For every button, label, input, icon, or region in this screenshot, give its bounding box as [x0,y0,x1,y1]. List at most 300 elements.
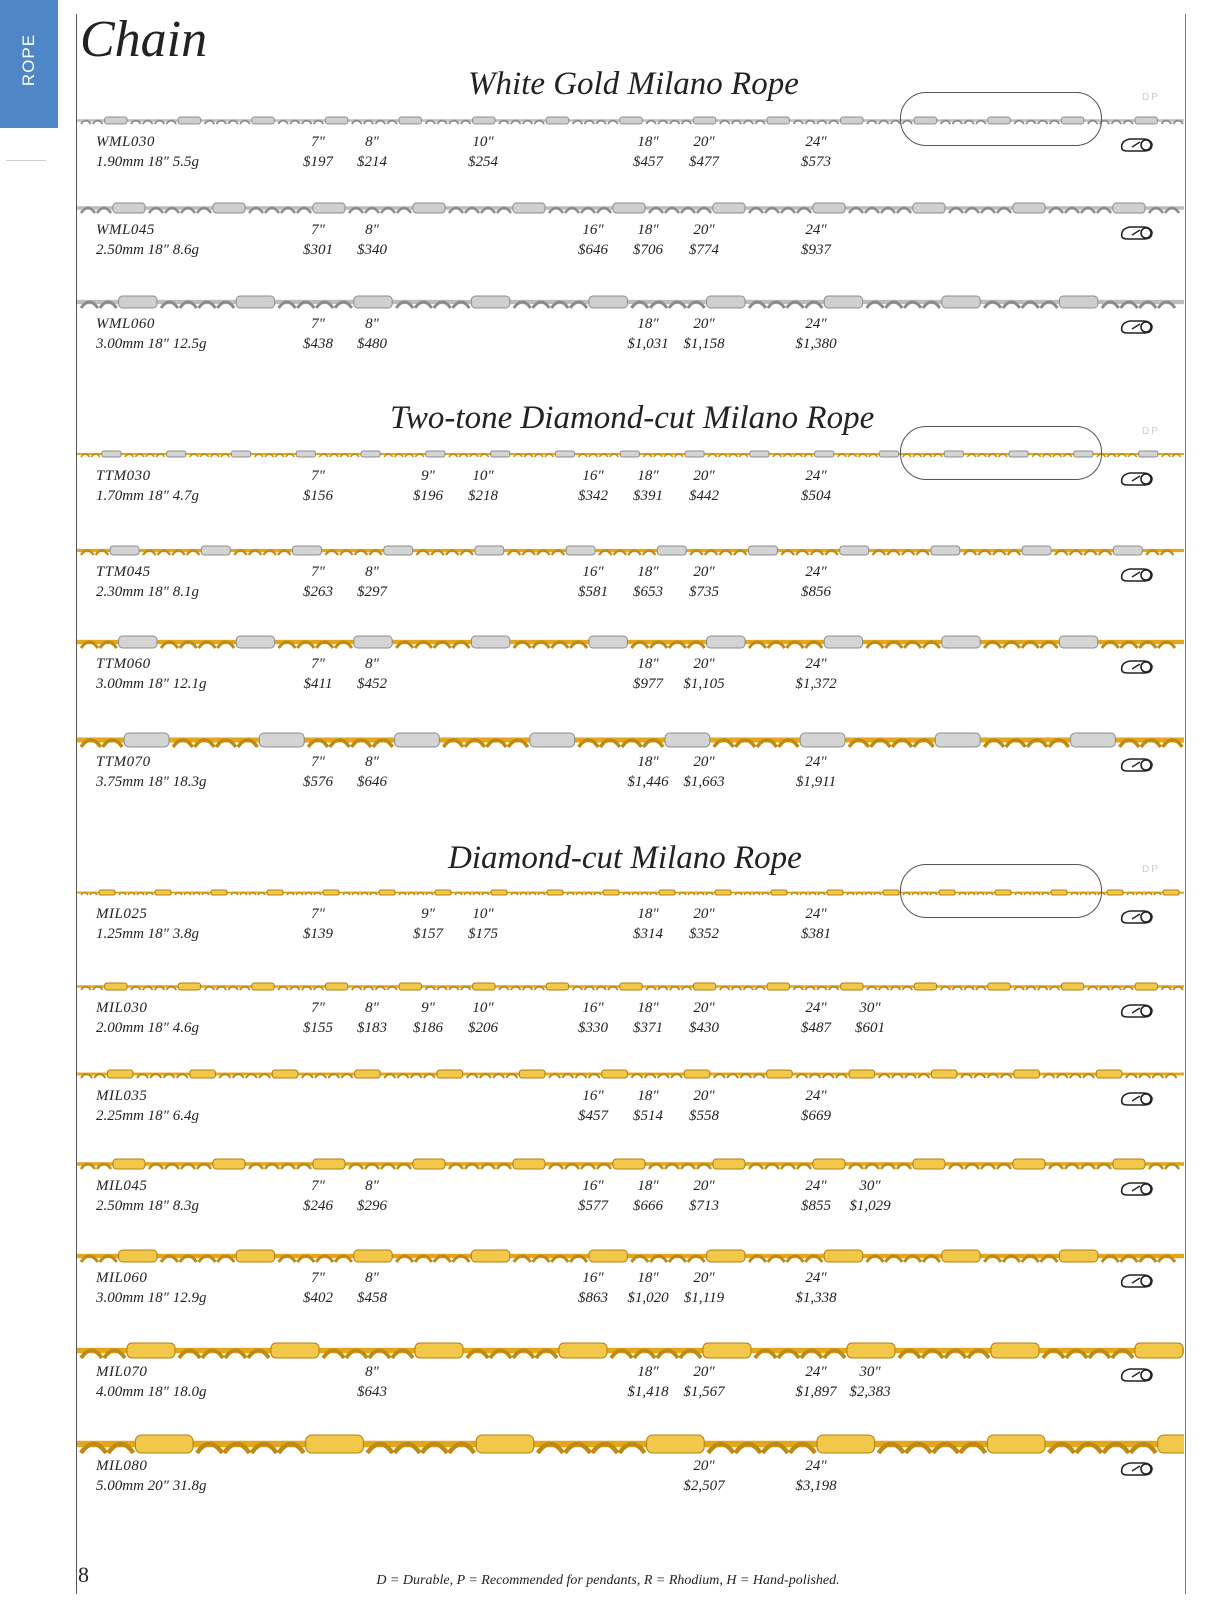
tab-divider [6,160,46,161]
chain-bar-link [824,296,862,308]
chain-bar-link [107,1070,133,1078]
length-label: 20" [693,1458,715,1474]
chain-twist [511,892,518,895]
length-label: 8" [365,1000,379,1016]
chain-bar-link [931,546,960,555]
price-value: $863 [578,1290,608,1306]
chain-twist [874,892,881,895]
price-value: $855 [801,1198,831,1214]
chain-twist [594,892,601,895]
lobster-clasp-icon [1118,1458,1160,1480]
price-value: $1,029 [849,1198,891,1214]
chain-bar-link [942,296,980,308]
chain-bar-link [155,890,171,895]
product-spec: 1.70mm 18" 4.7g [96,488,199,504]
product-spec: 3.00mm 18" 12.1g [96,676,207,692]
chain-bar-link [252,983,274,990]
chain-twist [800,892,807,895]
length-label: 18" [637,222,659,238]
price-value: $330 [578,1020,608,1036]
chain-twist [90,892,97,895]
chain-detail-zoom [900,92,1102,146]
length-label: 10" [472,134,494,150]
length-label: 7" [311,564,325,580]
chain-bar-link [815,451,834,457]
chain-bar-link [426,451,445,457]
chain-bar-link [105,117,127,124]
chain-bar-link [707,1250,745,1262]
chain-bar-link [1107,890,1123,895]
chain-twist [856,892,863,895]
chain-bar-link [473,117,495,124]
chain-bar-link [613,203,645,213]
chain-bar-link [190,1070,216,1078]
lobster-clasp-icon [1118,134,1160,156]
chain-twist [520,892,527,895]
chain-twist [482,892,489,895]
price-value: $155 [303,1020,333,1036]
chain-bar-link [519,1070,545,1078]
length-label: 24" [805,316,827,332]
length-label: 24" [805,906,827,922]
chain-bar-link [620,117,642,124]
chain-bar-link [546,117,568,124]
chain-bar-link [201,546,230,555]
length-label: 18" [637,1178,659,1194]
product-code: TTM030 [96,468,151,484]
chain-image [77,1068,1184,1082]
chain-bar-link [589,1250,627,1262]
chain-twist [753,892,760,895]
lobster-clasp-icon [1118,1178,1160,1200]
product-code: WML060 [96,316,155,332]
chain-twist [791,892,798,895]
chain-bar-link [817,1435,875,1453]
chain-bar-link [124,733,169,747]
chain-twist [81,892,88,895]
length-label: 16" [582,1088,604,1104]
price-value: $1,418 [627,1384,669,1400]
product-code: MIL025 [96,906,148,922]
lobster-clasp-icon [1118,1088,1160,1110]
price-value: $197 [303,154,333,170]
price-value: $457 [633,154,663,170]
price-value: $186 [413,1020,443,1036]
chain-bar-link [399,983,421,990]
product-spec: 2.50mm 18" 8.6g [96,242,199,258]
chain-twist [343,892,350,895]
price-value: $458 [357,1290,387,1306]
price-value: $352 [689,926,719,942]
chain-bar-link [1059,636,1097,648]
length-label: 18" [637,1364,659,1380]
price-value: $666 [633,1198,663,1214]
chain-bar-link [841,983,863,990]
chain-bar-link [530,733,575,747]
price-value: $206 [468,1020,498,1036]
price-value: $296 [357,1198,387,1214]
chain-bar-link [589,636,627,648]
chain-bar-link [657,546,686,555]
chain-bar-link [272,1070,298,1078]
price-value: $573 [801,154,831,170]
chain-image [77,201,1184,217]
price-value: $477 [689,154,719,170]
chain-twist [258,892,265,895]
chain-bar-link [693,117,715,124]
length-label: 24" [805,222,827,238]
chain-twist [744,892,751,895]
chain-bar-link [399,117,421,124]
chain-twist [623,892,630,895]
chain-bar-link [841,117,863,124]
chain-bar-link [713,203,745,213]
price-value: $218 [468,488,498,504]
chain-twist [650,892,657,895]
chain-bar-link [355,1070,381,1078]
chain-twist [567,892,574,895]
length-label: 24" [805,1270,827,1286]
chain-bar-link [991,1343,1039,1358]
chain-bar-link [1163,890,1179,895]
chain-bar-link [513,203,545,213]
chain-twist [735,892,742,895]
category-tab[interactable] [0,0,58,128]
chain-bar-link [354,636,392,648]
chain-bar-link [913,1159,945,1169]
chain-bar-link [354,296,392,308]
price-value: $1,338 [795,1290,837,1306]
chain-bar-link [354,1250,392,1262]
price-value: $452 [357,676,387,692]
lobster-clasp-icon [1118,222,1160,244]
chain-bar-link [750,451,769,457]
chain-detail-zoom [900,864,1102,918]
chain-bar-link [620,983,642,990]
length-label: 16" [582,222,604,238]
chain-bar-link [824,636,862,648]
chain-bar-link [113,203,145,213]
length-label: 18" [637,1000,659,1016]
lobster-clasp-icon [1118,316,1160,338]
chain-bar-link [771,890,787,895]
product-code: TTM070 [96,754,151,770]
length-label: 24" [805,1364,827,1380]
price-value: $263 [303,584,333,600]
chain-bar-link [827,890,843,895]
chain-bar-link [236,1250,274,1262]
chain-bar-link [935,733,980,747]
product-code: WML045 [96,222,155,238]
chain-bar-link [707,296,745,308]
price-value: $442 [689,488,719,504]
length-label: 24" [805,134,827,150]
chain-bar-link [988,983,1010,990]
page-number: 8 [78,1562,89,1587]
lobster-clasp-icon [1118,906,1160,928]
lobster-clasp-icon [1118,564,1160,586]
chain-twist [249,892,256,895]
chain-bar-link [102,451,121,457]
price-value: $402 [303,1290,333,1306]
length-label: 16" [582,1000,604,1016]
product-code: WML030 [96,134,155,150]
price-value: $381 [801,926,831,942]
chain-bar-link [1113,203,1145,213]
product-spec: 4.00mm 18" 18.0g [96,1384,207,1400]
chain-twist [240,892,247,895]
price-value: $646 [578,242,608,258]
chain-twist [202,892,209,895]
chain-bar-link [296,451,315,457]
chain-bar-link [105,983,127,990]
price-value: $669 [801,1108,831,1124]
length-label: 7" [311,906,325,922]
chain-twist [1127,892,1134,895]
chain-bar-link [513,1159,545,1169]
length-label: 18" [637,656,659,672]
chain-twist [585,892,592,895]
chain-twist [305,892,312,895]
length-label: 7" [311,754,325,770]
chain-bar-link [313,203,345,213]
price-value: $577 [578,1198,608,1214]
length-label: 8" [365,222,379,238]
length-label: 20" [693,222,715,238]
price-value: $576 [303,774,333,790]
chain-bar-link [1135,117,1157,124]
lobster-clasp-icon [1118,1000,1160,1022]
chain-bar-link [1059,1250,1097,1262]
product-spec: 1.25mm 18" 3.8g [96,926,199,942]
chain-bar-link [110,546,139,555]
chain-bar-link [603,890,619,895]
chain-bar-link [1071,733,1116,747]
chain-bar-link [267,890,283,895]
chain-bar-link [849,1070,875,1078]
price-value: $1,446 [627,774,669,790]
price-value: $1,663 [683,774,725,790]
length-label: 18" [637,564,659,580]
product-spec: 5.00mm 20" 31.8g [96,1478,207,1494]
length-label: 18" [637,754,659,770]
lobster-clasp-icon [1118,754,1160,776]
price-value: $340 [357,242,387,258]
length-label: 16" [582,468,604,484]
product-spec: 3.00mm 18" 12.5g [96,336,207,352]
length-label: 10" [472,468,494,484]
product-code: TTM060 [96,656,151,672]
chain-image [77,544,1184,559]
chain-bar-link [840,546,869,555]
chain-bar-link [987,1435,1045,1453]
lobster-clasp-icon [1118,1270,1160,1292]
price-value: $487 [801,1020,831,1036]
length-label: 18" [637,468,659,484]
chain-twist [538,892,545,895]
chain-bar-link [767,117,789,124]
chain-bar-link [1135,983,1157,990]
price-value: $1,031 [627,336,669,352]
chain-twist [1154,892,1161,895]
chain-bar-link [213,203,245,213]
chain-bar-link [546,983,568,990]
category-tab-label: ROPE [19,33,38,87]
chain-bar-link [813,1159,845,1169]
chain-twist [697,892,704,895]
chain-bar-link [914,983,936,990]
chain-bar-link [824,1250,862,1262]
chain-image [77,1341,1184,1362]
chain-bar-link [119,636,157,648]
chain-twist [706,892,713,895]
chain-twist [408,892,415,895]
length-label: 8" [365,1178,379,1194]
price-value: $297 [357,584,387,600]
length-label: 24" [805,1458,827,1474]
length-label: 20" [693,564,715,580]
length-label: 18" [637,1088,659,1104]
chain-twist [352,892,359,895]
chain-bar-link [236,296,274,308]
length-label: 24" [805,564,827,580]
chain-bar-link [1158,1435,1184,1453]
price-value: $646 [357,774,387,790]
chain-bar-link [547,890,563,895]
chain-twist [473,892,480,895]
chain-twist [314,892,321,895]
price-value: $653 [633,584,663,600]
chain-twist [809,892,816,895]
chain-bar-link [271,1343,319,1358]
chain-twist [287,892,294,895]
price-value: $391 [633,488,663,504]
chain-bar-link [113,1159,145,1169]
chain-twist [175,892,182,895]
chain-image [77,1433,1184,1457]
length-label: 8" [365,564,379,580]
chain-bar-link [913,203,945,213]
chain-bar-link [813,203,845,213]
chain-twist [119,892,126,895]
length-label: 8" [365,134,379,150]
product-code: TTM045 [96,564,151,580]
price-value: $411 [303,676,333,692]
chain-bar-link [749,546,778,555]
length-label: 20" [693,1270,715,1286]
chain-twist [1136,892,1143,895]
chain-bar-link [491,890,507,895]
length-label: 24" [805,1178,827,1194]
chain-twist [231,892,238,895]
length-label: 24" [805,468,827,484]
chain-bar-link [99,890,115,895]
chain-bar-link [325,983,347,990]
length-label: 10" [472,906,494,922]
product-code: MIL045 [96,1178,148,1194]
price-value: $937 [801,242,831,258]
chain-twist [679,892,686,895]
length-label: 8" [365,656,379,672]
length-label: 16" [582,564,604,580]
chain-image [77,294,1184,312]
length-label: 18" [637,1270,659,1286]
product-code: MIL070 [96,1364,148,1380]
length-label: 7" [311,316,325,332]
price-value: $254 [468,154,498,170]
chain-bar-link [313,1159,345,1169]
chain-image [77,1157,1184,1173]
chain-bar-link [476,1435,534,1453]
price-value: $480 [357,336,387,352]
price-value: $977 [633,676,663,692]
chain-bar-link [413,1159,445,1169]
price-value: $1,105 [683,676,725,692]
price-value: $558 [689,1108,719,1124]
chain-twist [296,892,303,895]
chain-bar-link [1022,546,1051,555]
chain-twist [847,892,854,895]
price-value: $183 [357,1020,387,1036]
chain-bar-link [384,546,413,555]
chain-twist [193,892,200,895]
detail-code: DP [1142,864,1160,875]
price-value: $3,198 [795,1478,837,1494]
chain-twist [1145,892,1152,895]
chain-bar-link [435,890,451,895]
length-label: 20" [693,1000,715,1016]
chain-twist [762,892,769,895]
chain-bar-link [491,451,510,457]
length-label: 9" [421,468,435,484]
chain-twist [426,892,433,895]
price-value: $1,372 [795,676,837,692]
chain-image [77,981,1184,994]
section-title: Diamond-cut Milano Rope [448,840,802,876]
length-label: 16" [582,1270,604,1286]
chain-bar-link [883,890,899,895]
length-label: 24" [805,754,827,770]
price-value: $713 [689,1198,719,1214]
length-label: 20" [693,1178,715,1194]
chain-bar-link [323,890,339,895]
length-label: 20" [693,134,715,150]
section-title: White Gold Milano Rope [468,66,799,102]
length-label: 20" [693,316,715,332]
chain-bar-link [473,983,495,990]
price-value: $1,380 [795,336,837,352]
chain-bar-link [293,546,322,555]
footer-note: D = Durable, P = Recommended for pendants, R = Rhodium, H = Hand-polished. [376,1573,840,1588]
length-label: 18" [637,134,659,150]
price-value: $457 [578,1108,608,1124]
length-label: 24" [805,1000,827,1016]
chain-bar-link [127,1343,175,1358]
lobster-clasp-icon [1118,468,1160,490]
length-label: 30" [859,1364,881,1380]
price-value: $1,020 [627,1290,669,1306]
chain-bar-link [413,203,445,213]
product-spec: 2.30mm 18" 8.1g [96,584,199,600]
price-value: $504 [801,488,831,504]
length-label: 10" [472,1000,494,1016]
price-value: $342 [578,488,608,504]
chain-bar-link [647,1435,705,1453]
chain-bar-link [566,546,595,555]
chain-bar-link [471,1250,509,1262]
chain-twist [146,892,153,895]
product-spec: 2.50mm 18" 8.3g [96,1198,199,1214]
